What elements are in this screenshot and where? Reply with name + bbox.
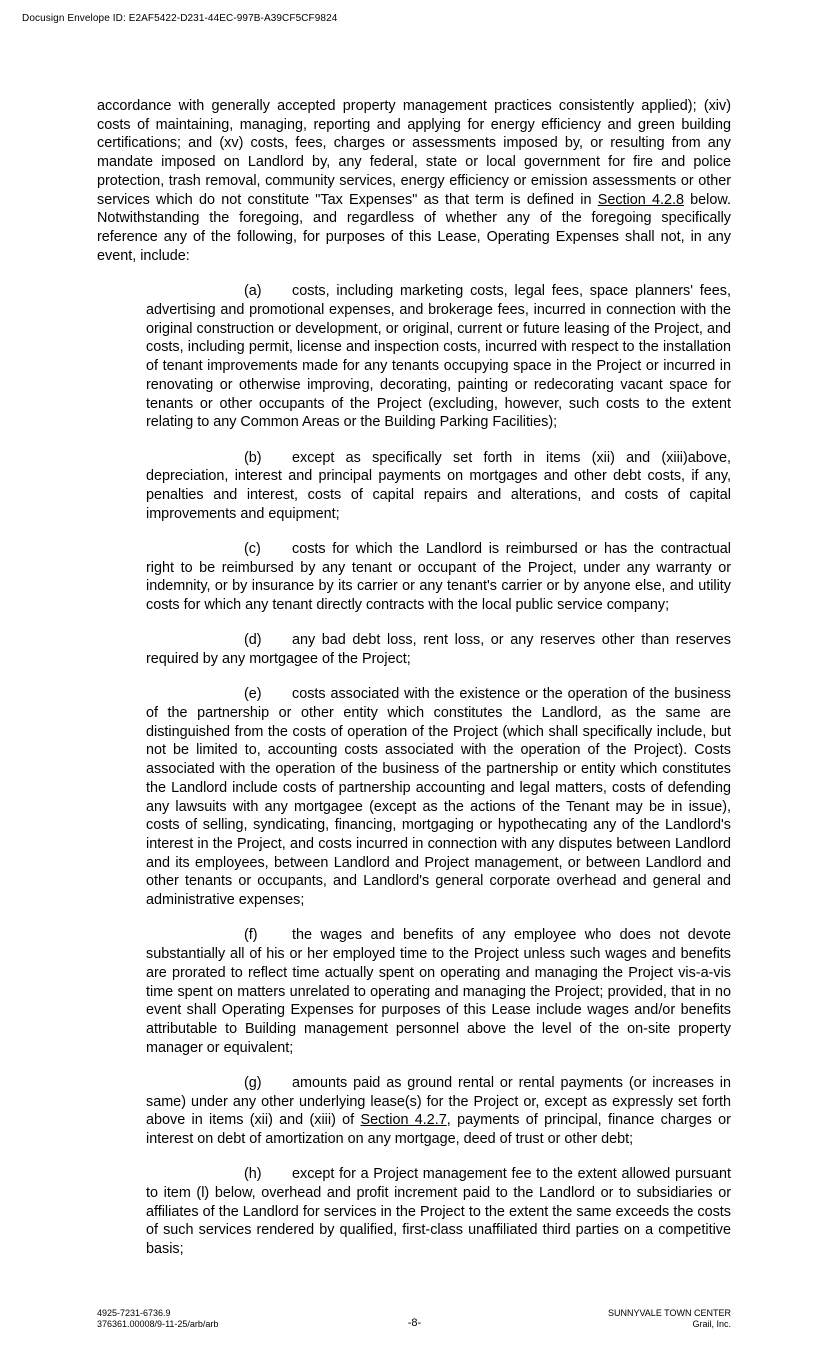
item-text: amounts paid as ground rental or rental payments (or increases in same) under any other underlying lease(s) for the Project or, except as expressly set forth above in items (xii) and (xiii) of [146, 1074, 731, 1129]
intro-text-end: below. Notwithstanding the foregoing, and regardless of whether any of the foregoing specifically reference any of the following, for purposes of this Lease, Operating Expenses shall not, in any event, include: [97, 191, 731, 264]
section-reference: Section 4.2.7 [360, 1112, 447, 1129]
item-label: (f) [244, 927, 258, 944]
doc-number: 4925-7231-6736.9 [97, 1308, 171, 1318]
document-body [97, 97, 731, 1275]
exclusion-item-g [146, 1074, 731, 1149]
item-label: (a) [244, 283, 262, 300]
item-text: the wages and benefits of any employee who does not devote substantially all of his or her employed time to the Project unless such wages and benefits are prorated to reflect time actually spent on operating and managing the Project vis-a-vis time spent on matters unrelated to operating and managing the Project; provided, that in no event shall Operating Expenses for purposes of this Lease include wages and/or benefits attributable to Building management personnel above the level of the on-site property manager or equivalent; [146, 927, 731, 1056]
item-text: except for a Project management fee to the extent allowed pursuant to item (l) below, overhead and profit increment paid to the Landlord or to subsidiaries or affiliates of the Landlord for services in the Project to the extent the same exceeds the costs of such services rendered by qualified, first-class unaffiliated third parties on a competitive basis; [146, 1166, 731, 1258]
item-text: costs, including marketing costs, legal fees, space planners' fees, advertising and promotional expenses, and brokerage fees, incurred in connection with the original construction or development, or original, current or future leasing of the Project, and costs, including permit, license and inspection costs, incurred with respect to the installation of tenant improvements made for any tenants occupying space in the Project or incurred in renovating or otherwise improving, decorating, painting or redecorating vacant space for tenants or other occupants of the Project (excluding, however, such costs to the extent relating to any Common Areas or the Building Parking Facilities); [146, 283, 731, 431]
item-label: (d) [244, 632, 262, 649]
item-label: (e) [244, 686, 262, 703]
file-reference: 376361.00008/9-11-25/arb/arb [97, 1318, 219, 1329]
exclusion-item-h [146, 1165, 731, 1259]
section-reference: Section 4.2.8 [597, 191, 684, 208]
project-name: SUNNYVALE TOWN CENTER [607, 1308, 731, 1318]
page-number: -8- [407, 1317, 422, 1329]
item-label: (b) [244, 449, 262, 466]
footer-right [608, 1308, 731, 1329]
exclusion-item-a [146, 282, 731, 432]
exclusion-item-f [146, 926, 731, 1057]
exclusion-item-b [146, 449, 731, 524]
envelope-id: Docusign Envelope ID: E2AF5422-D231-44EC-997B-A39CF5CF9824 [22, 13, 338, 24]
item-text: costs associated with the existence or the operation of the business of the partnership or other entity which constitutes the Landlord, as the same are distinguished from the costs of operation of the Project (which shall specifically include, but not be limited to, accounting costs associated with the operation of the Project). Costs associated with the operation of the business of the partnership or entity which constitutes the Landlord include costs of partnership accounting and legal matters, costs of defending any lawsuits with any mortgagee (except as the actions of the Tenant may be in issue), costs of selling, syndicating, financing, mortgaging or hypothecating any of the Landlord's interest in the Project, and costs incurred in connection with any disputes between Landlord and its employees, between Landlord and Project management, or between Landlord and other tenants or occupants, and Landlord's general corporate overhead and general and administrative expenses; [146, 686, 731, 909]
exclusion-item-d [146, 631, 731, 668]
item-label: (c) [244, 540, 261, 557]
intro-text: accordance with generally accepted property management practices consistently applied); (xiv) costs of maintaining, managing, reporting and applying for energy efficiency and green building certifications; and (xv) costs, fees, charges or assessments imposed by, or resulting from any mandate imposed on Landlord by, any federal, state or local government for fire and police protection, trash removal, community services, energy efficiency or emission assessments or other services which do not constitute "Tax Expenses" as that term is defined in [97, 98, 731, 208]
item-label: (g) [244, 1074, 262, 1091]
item-text: any bad debt loss, rent loss, or any reserves other than reserves required by any mortgagee of the Project; [146, 632, 731, 668]
exclusion-item-c [146, 540, 731, 615]
item-label: (h) [244, 1166, 262, 1183]
item-text: costs for which the Landlord is reimbursed or has the contractual right to be reimbursed by any tenant or occupant of the Project, under any warranty or indemnity, or by insurance by its carrier or any tenant's carrier or by anyone else, and utility costs for which any tenant directly contracts with the local public service company; [146, 540, 731, 614]
tenant-name: Grail, Inc. [692, 1318, 731, 1329]
item-text: except as specifically set forth in items (xii) and (xiii)above, depreciation, interest and principal payments on mortgages and other debt costs, if any, penalties and interest, costs of capital repairs and alterations, and costs of capital improvements and equipment; [146, 449, 731, 522]
exclusion-item-e [146, 685, 731, 909]
item-text-end: , payments of principal, finance charges or interest on debt of amortization on any mortgage, deed of trust or other debt; [146, 1112, 731, 1148]
intro-paragraph [97, 97, 731, 265]
